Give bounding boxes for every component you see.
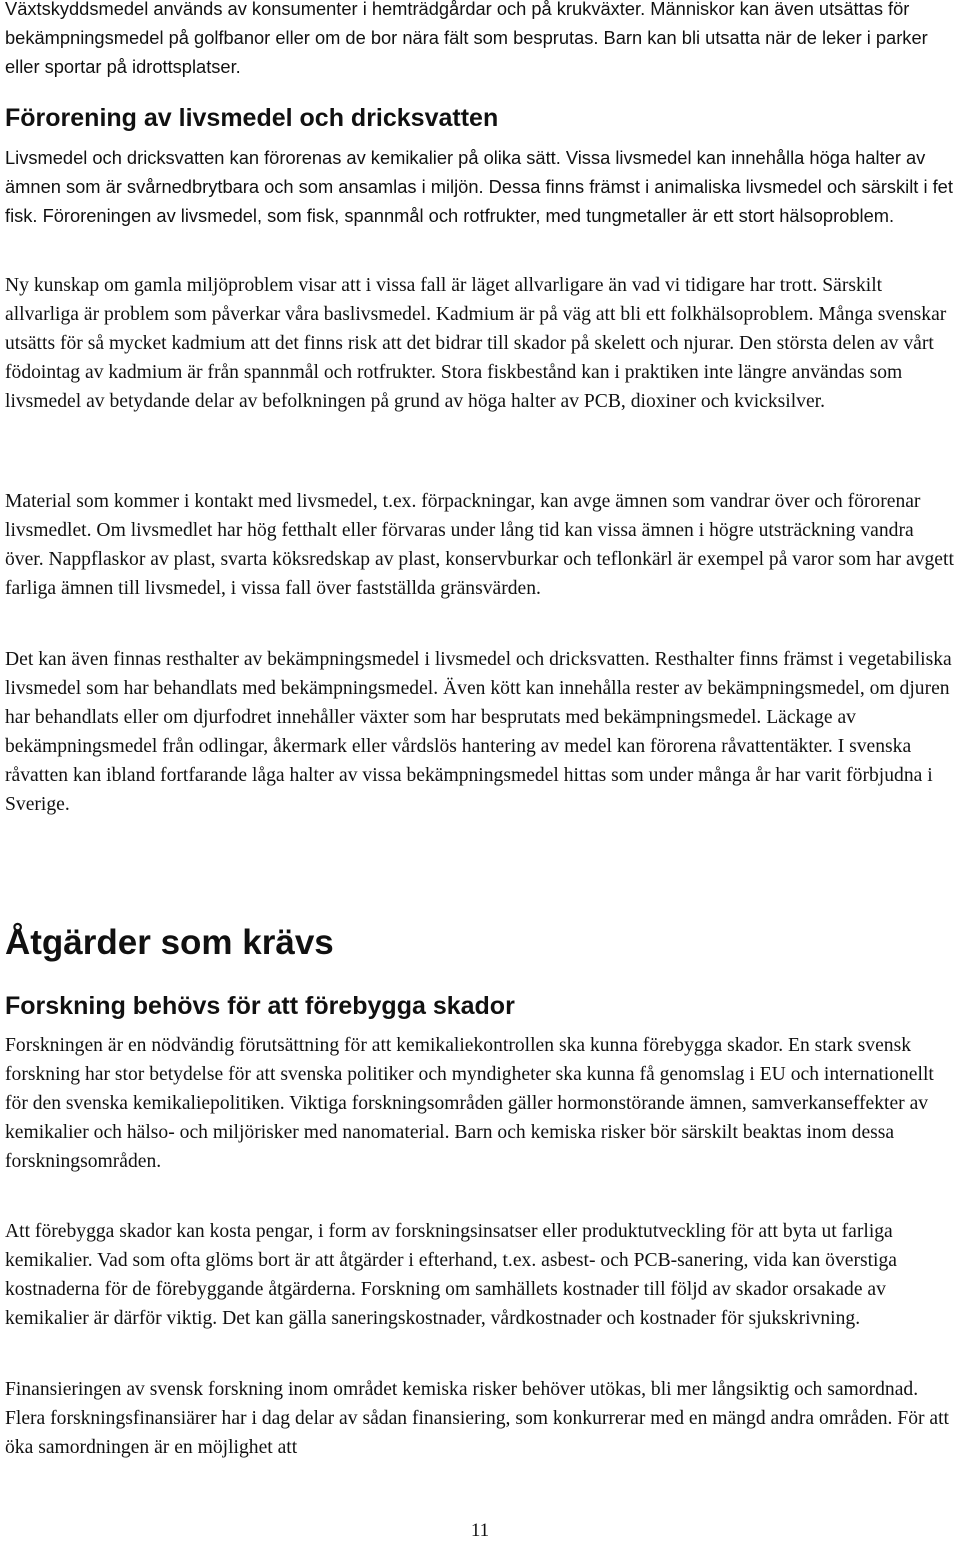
page-number: 11	[470, 1520, 490, 1541]
pollution-paragraph-2: Material som kommer i kontakt med livsmedel, t.ex. förpackningar, kan avge ämnen som vandrar över och förorenar livsmedlet. Om livsmedlet har hög fetthalt eller förvaras under lång tid kan vissa ämnen i högre utsträckning vandra över. Nappflaskor av plast, svarta köksredskap av plast, konservburkar och teflonkärl är exempel på varor som har avgett farliga ämnen till livsmedel, i vissa fall över fastställda gränsvärden.	[5, 491, 954, 599]
pollution-lead-paragraph: Livsmedel och dricksvatten kan förorenas av kemikalier på olika sätt. Vissa livsmedel kan innehålla höga halter av ämnen som är svårnedbrytbara och som ansamlas i miljön. Dessa finns främst i animaliska livsmedel och särskilt i fet fisk. Föroreningen av livsmedel, som fisk, spannmål och rotfrukter, med tungmetaller är ett stort hälsoproblem.	[5, 147, 953, 226]
research-paragraph-1: Forskningen är en nödvändig förutsättning för att kemikaliekontrollen ska kunna förebygga skador. En stark svensk forskning har stor betydelse för att svenska politiker och myndigheter ska kunna få genomslag i EU och internationellt för den svenska kemikaliepolitiken. Viktiga forskningsområden gäller hormonstörande ämnen, samverkanseffekter av kemikalier och hälso- och miljörisker med nanomaterial. Barn och kemiska risker bör särskilt beaktas inom dessa forskningsområden.	[5, 1035, 934, 1172]
intro-paragraph: Växtskyddsmedel används av konsumenter i hemträdgårdar och på krukväxter. Människor kan även utsättas för bekämpningsmedel på golfbanor eller om de bor nära fält som besprutas. Barn kan bli utsatta när de leker i parker eller sportar på idrottsplatser.	[5, 0, 928, 77]
pollution-paragraph-1: Ny kunskap om gamla miljöproblem visar att i vissa fall är läget allvarligare än vad vi tidigare har trott. Särskilt allvarliga är problem som påverkar våra baslivsmedel. Kadmium är på väg att bli ett folkhälsoproblem. Många svenskar utsätts för så mycket kadmium att det finns risk att det bidrar till skador på skelett och njurar. Den största delen av vårt födointag av kadmium är från spannmål och rotfrukter. Stora fiskbestånd kan i praktiken inte längre användas som livsmedel av betydande delar av befolkningen på grund av höga halter av PCB, dioxiner och kvicksilver.	[5, 275, 947, 412]
pollution-paragraph-3: Det kan även finnas resthalter av bekämpningsmedel i livsmedel och dricksvatten. Resthalter finns främst i vegetabiliska livsmedel som har behandlats med bekämpningsmedel. Även kött kan innehålla rester av bekämpningsmedel, om djuren har behandlats eller om djurfodret innehåller växter som har besprutats med bekämpningsmedel. Läckage av bekämpningsmedel från odlingar, åkermark eller vårdslös hantering av medel kan förorena råvattentäkter. I svenska råvatten kan ibland fortfarande låga halter av vissa bekämpningsmedel hittas som under många år har varit förbjudna i Sverige.	[5, 649, 952, 815]
research-paragraph-3: Finansieringen av svensk forskning inom området kemiska risker behöver utökas, bli mer långsiktig och samordnad. Flera forskningsfinansiärer har i dag delar av sådan finansiering, som konkurrerar med en mängd andra områden. För att öka samordningen är en möjlighet att	[5, 1379, 949, 1458]
section-heading-actions: Åtgärder som krävs	[5, 923, 334, 962]
section-heading-pollution: Förorening av livsmedel och dricksvatten	[5, 104, 499, 132]
research-paragraph-2: Att förebygga skador kan kosta pengar, i form av forskningsinsatser eller produktutveckling för att byta ut farliga kemikalier. Vad som ofta glöms bort är att åtgärder i efterhand, t.ex. asbest- och PCB-sanering, vida kan överstiga kostnaderna för de förebyggande åtgärderna. Forskning om samhällets kostnader till följd av skador orsakade av kemikalier är därför viktig. Det kan gälla saneringskostnader, vårdkostnader och kostnader för sjukskrivning.	[5, 1221, 897, 1329]
section-heading-research: Forskning behövs för att förebygga skador	[5, 992, 515, 1020]
